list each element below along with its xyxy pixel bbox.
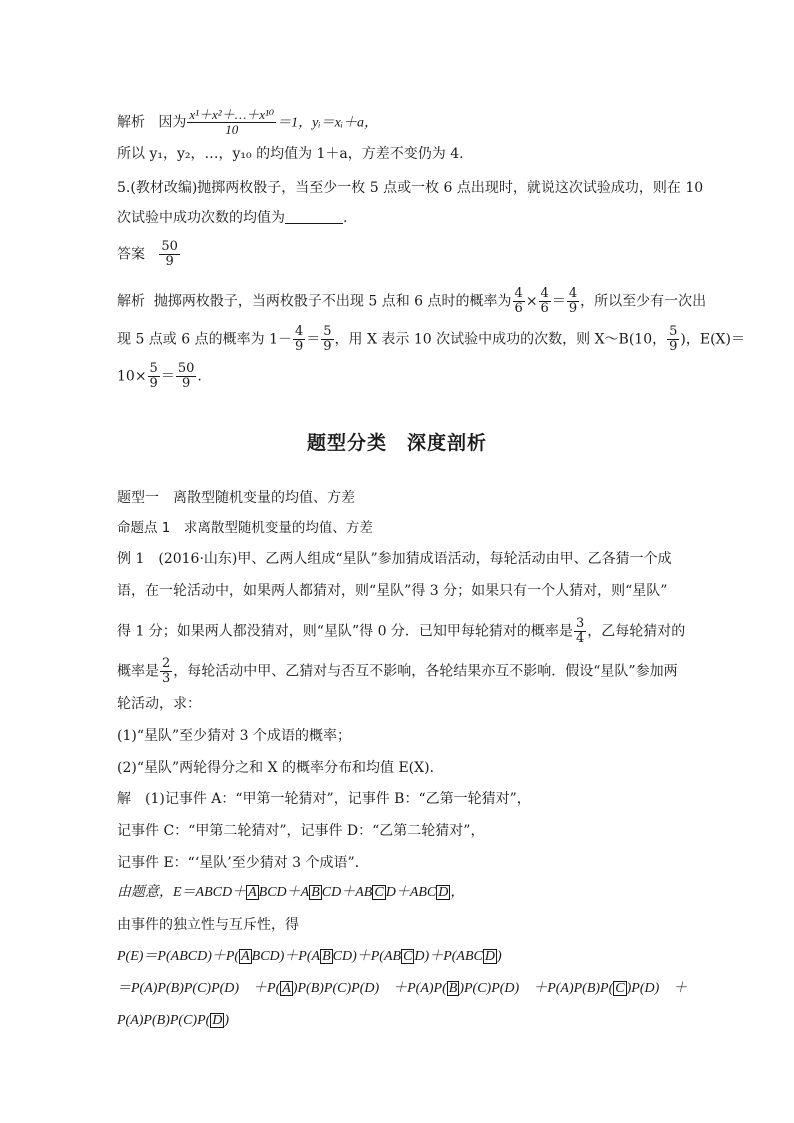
equals-sign: ＝ — [160, 368, 175, 385]
formula-part: 由题意，E＝ABCD＋ — [117, 885, 247, 900]
proposition-point-heading: 命题点 1 求离散型随机变量的均值、方差 — [117, 520, 373, 536]
formula-part: BCD＋A — [258, 885, 310, 900]
formula-part: ) — [496, 949, 502, 964]
fraction-denominator: 9 — [294, 339, 304, 354]
solution-line-1: 解 (1)记事件 A：“甲第一轮猜对”，记事件 B：“乙第一轮猜对”， — [117, 791, 531, 807]
complement-d: D — [212, 1013, 223, 1028]
formula-part: BCD)＋P(A — [251, 949, 321, 964]
answer-numerator: 50 — [161, 239, 178, 254]
formula-part: )P(B)P(C)P(D) ＋P(A)P( — [292, 981, 447, 996]
analysis2-label: 解析 — [117, 293, 145, 310]
solution-line-7 — [117, 979, 687, 999]
fraction — [293, 325, 305, 354]
solution-line-3: 记事件 E：“‘星队’至少猜对 3 个成语”． — [117, 855, 369, 871]
formula-part: ， — [450, 885, 465, 900]
analysis2-line-3 — [117, 362, 202, 391]
formula-part: CD)＋P(AB — [332, 949, 402, 964]
analysis2-text: 10× — [117, 368, 147, 385]
example-1-line-2: 语，在一轮活动中，如果两人都猜对，则“星队”得 3 分；如果只有一个人猜对，则“星队” — [117, 583, 668, 599]
answer-fraction — [159, 240, 180, 269]
example-1-question-2: (2)“星队”两轮得分之和 X 的概率分布和均值 E(X)． — [117, 760, 444, 776]
fraction — [567, 287, 579, 316]
fraction-denominator: 9 — [568, 301, 578, 316]
fraction-numerator: 50 — [177, 361, 195, 376]
complement-c: C — [403, 949, 413, 964]
fraction — [539, 287, 551, 316]
complement-a: A — [241, 949, 250, 964]
fraction-denominator: 4 — [575, 631, 585, 646]
complement-d: D — [484, 949, 495, 964]
fraction — [321, 325, 333, 354]
fraction-numerator: 4 — [294, 324, 304, 339]
fraction-denominator: 6 — [540, 301, 549, 316]
question-5-line-2 — [117, 208, 347, 228]
answer-label: 答案 — [117, 246, 145, 263]
fraction — [574, 617, 586, 646]
complement-b: B — [448, 981, 458, 996]
complement-d: D — [438, 885, 449, 900]
section-title: 题型分类 深度剖析 — [306, 432, 487, 454]
fraction-mean-x — [187, 108, 276, 137]
answer-blank — [285, 209, 343, 224]
complement-a: A — [248, 885, 257, 900]
answer-denominator: 9 — [165, 254, 174, 269]
example-text: ，每轮活动中甲、乙猜对与否互不影响，各轮结果亦互不影响．假设“星队”参加两 — [173, 663, 678, 680]
formula-part: P(A)P(B)P(C)P( — [117, 1013, 211, 1028]
fraction — [513, 287, 525, 316]
analysis-line-1 — [117, 108, 378, 137]
fraction-numerator: 4 — [514, 286, 523, 301]
fraction-numerator: 2 — [162, 656, 171, 671]
fraction — [176, 362, 197, 391]
example-text: 概率是 — [117, 663, 159, 680]
fraction-denominator: 9 — [149, 376, 158, 391]
example-1-line-5: 轮活动，求： — [117, 696, 201, 712]
analysis-equation: ＝1，yᵢ＝xᵢ＋a， — [277, 115, 378, 131]
times-sign: × — [525, 293, 538, 310]
formula-part: )P(D) ＋ — [626, 981, 688, 996]
analysis2-text: 抛掷两枚骰子，当两枚骰子不出现 5 点和 6 点时的概率为 — [153, 293, 512, 310]
example-1-question-1: (1)“星队”至少猜对 3 个成语的概率； — [117, 728, 351, 744]
type-heading: 题型一 离散型随机变量的均值、方差 — [117, 490, 355, 506]
analysis2-line-1 — [117, 287, 706, 316]
solution-line-4 — [117, 883, 464, 903]
fraction-denominator: 9 — [669, 339, 678, 354]
complement-a: A — [282, 981, 291, 996]
complement-b: B — [322, 949, 331, 964]
formula-part: D)＋P(ABC — [414, 949, 483, 964]
formula-part: D＋ABC — [385, 885, 437, 900]
fraction-numerator: 5 — [323, 324, 332, 339]
fraction — [160, 657, 172, 686]
analysis2-text: . — [197, 368, 202, 385]
fraction-numerator: x¹＋x²＋…＋x¹⁰ — [189, 107, 275, 122]
question-5-text: 次试验中成功次数的均值为 — [117, 210, 285, 226]
formula-part: P(E)＝P(ABCD)＋P( — [117, 949, 240, 964]
equals-sign: ＝ — [551, 293, 566, 310]
formula-part: )P(C)P(D) ＋P(A)P(B)P( — [459, 981, 614, 996]
solution-line-5: 由事件的独立性与互斥性，得 — [117, 917, 299, 933]
formula-part: CD＋AB — [321, 885, 373, 900]
complement-c: C — [615, 981, 625, 996]
example-text: ，乙每轮猜对的 — [587, 623, 686, 640]
analysis2-text: ，所以至少有一次出 — [580, 293, 707, 310]
equals-sign: ＝ — [306, 331, 321, 348]
fraction-numerator: 5 — [149, 361, 158, 376]
example-1-line-1: 例 1 (2016·山东)甲、乙两人组成“星队”参加猜成语活动，每轮活动由甲、乙各猜一个成 — [117, 551, 672, 567]
example-1-line-3 — [117, 617, 685, 646]
complement-c: C — [374, 885, 384, 900]
answer-line — [117, 240, 181, 269]
question-5-period: . — [343, 210, 348, 226]
solution-line-6 — [117, 947, 502, 967]
fraction-numerator: 3 — [575, 616, 585, 631]
fraction-denominator: 6 — [514, 301, 523, 316]
fraction-denominator: 3 — [162, 671, 171, 686]
example-text: 得 1 分；如果两人都没猜对，则“星队”得 0 分．已知甲每轮猜对的概率是 — [117, 623, 573, 640]
fraction — [148, 362, 160, 391]
fraction-denominator: 10 — [225, 122, 239, 137]
fraction-numerator: 4 — [568, 286, 578, 301]
analysis-label: 解析 — [117, 114, 145, 131]
fraction-denominator: 9 — [181, 376, 191, 391]
solution-line-8 — [117, 1011, 229, 1031]
analysis-text: 因为 — [158, 114, 187, 131]
example-1-line-4 — [117, 657, 678, 686]
analysis2-text: )，E(X)＝ — [680, 331, 745, 348]
fraction-numerator: 4 — [540, 286, 549, 301]
question-5-line-1: 5.(教材改编)抛掷两枚骰子，当至少一枚 5 点或一枚 6 点出现时，就说这次试验成功，则在 10 — [117, 180, 704, 196]
analysis-line-2: 所以 y₁，y₂，…，y₁₀ 的均值为 1＋a，方差不变仍为 4. — [117, 146, 464, 162]
fraction-denominator: 9 — [323, 339, 332, 354]
complement-b: B — [311, 885, 320, 900]
fraction — [667, 325, 679, 354]
analysis2-line-2 — [117, 325, 745, 354]
formula-part: ＝P(A)P(B)P(C)P(D) ＋P( — [117, 981, 281, 996]
formula-part: ) — [224, 1013, 230, 1028]
analysis2-text: 现 5 点或 6 点的概率为 1－ — [117, 331, 292, 348]
analysis2-text: ，用 X 表示 10 次试验中成功的次数，则 X～B(10， — [334, 331, 667, 348]
solution-line-2: 记事件 C：“甲第二轮猜对”，记事件 D：“乙第二轮猜对”， — [117, 823, 485, 839]
fraction-numerator: 5 — [669, 324, 678, 339]
